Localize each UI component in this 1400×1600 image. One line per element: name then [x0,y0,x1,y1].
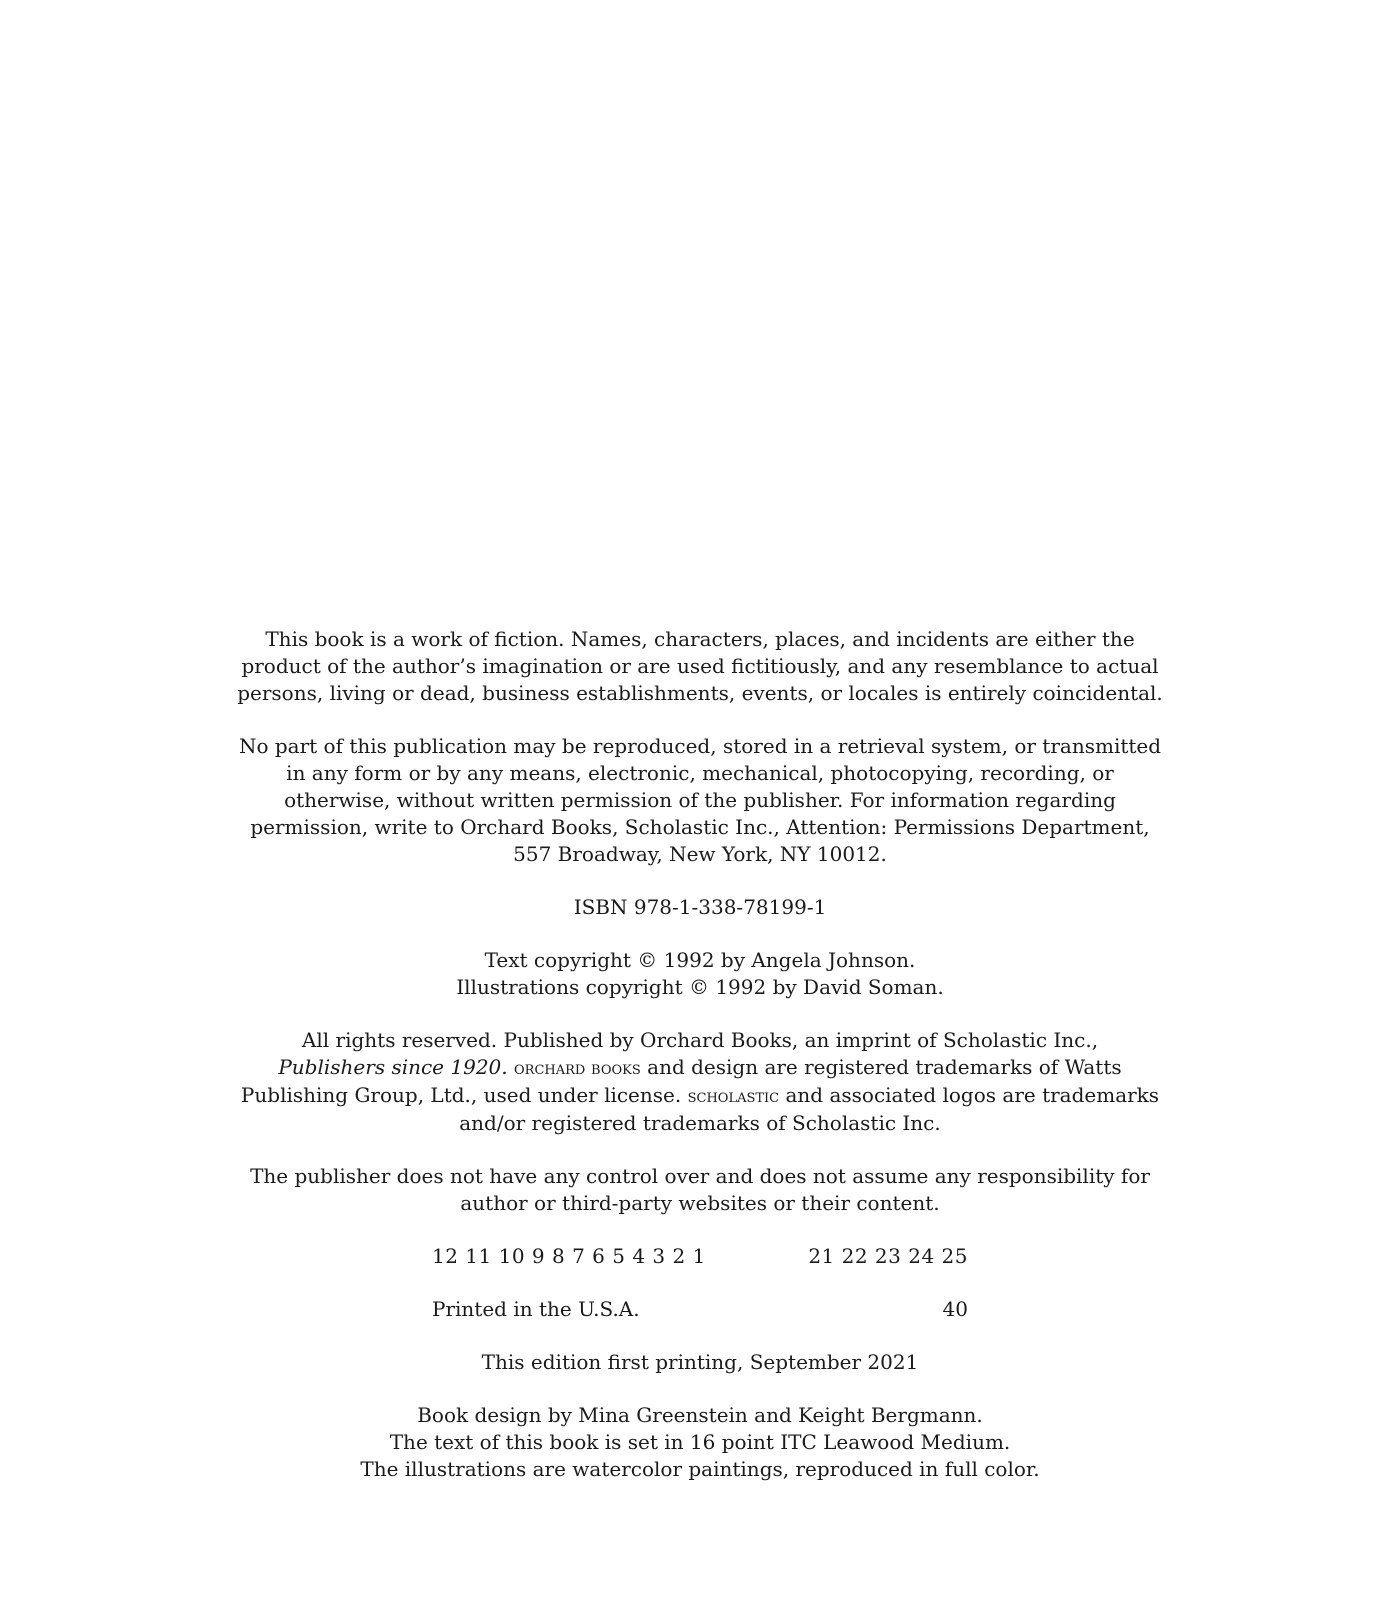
design-credit-line: The illustrations are watercolor paintings, reproduced in full color. [360,1457,1040,1481]
reproduction-notice-line: in any form or by any means, electronic, mechanical, photocopying, recording, or [286,761,1114,785]
rights-line: and/or registered trademarks of Scholastic Inc. [459,1111,941,1135]
rights-line [0,1054,1400,1082]
copyright-page [0,626,1400,1509]
rights-line-text: Publishing Group, Ltd., used under license. [240,1083,682,1107]
isbn-block [0,894,1400,921]
text-copyright: Text copyright © 1992 by Angela Johnson. [484,948,916,972]
printing-number-line [432,1243,968,1270]
fiction-notice-line: This book is a work of fiction. Names, characters, places, and incidents are either the [265,627,1135,651]
reproduction-notice-line: No part of this publication may be reproduced, stored in a retrieval system, or transmitted [238,734,1162,758]
reproduction-notice-line: otherwise, without written permission of the publisher. For information regarding [284,788,1116,812]
first-printing: This edition first printing, September 2021 [481,1350,919,1374]
printed-in-line [432,1296,968,1323]
rights-line-text: and design are registered trademarks of Watts [647,1055,1122,1079]
rights-notice [0,1027,1400,1137]
design-credit-line: Book design by Mina Greenstein and Keight Bergmann. [417,1403,983,1427]
copyright-notices [0,947,1400,1001]
fiction-notice [0,626,1400,707]
reproduction-notice-line: permission, write to Orchard Books, Scholastic Inc., Attention: Permissions Department, [250,815,1150,839]
rights-line: All rights reserved. Published by Orchard Books, an imprint of Scholastic Inc., [301,1028,1099,1052]
year-line: 21 22 23 24 25 [808,1244,968,1268]
rights-line [0,1082,1400,1110]
publisher-disclaimer [0,1163,1400,1217]
reproduction-notice-line: 557 Broadway, New York, NY 10012. [513,842,887,866]
publisher-since: Publishers since 1920. [278,1055,508,1079]
isbn: ISBN 978-1-338-78199-1 [573,895,827,919]
scholastic-trademark: scholastic [687,1086,780,1107]
print-line: 12 11 10 9 8 7 6 5 4 3 2 1 [432,1244,706,1268]
rights-line-text: and associated logos are trademarks [785,1083,1160,1107]
disclaimer-line: author or third-party websites or their content. [460,1191,940,1215]
printer-code: 40 [942,1297,968,1321]
disclaimer-line: The publisher does not have any control over and does not assume any responsibility for [250,1164,1150,1188]
reproduction-notice [0,733,1400,868]
first-printing-block [0,1349,1400,1376]
printed-in: Printed in the U.S.A. [432,1297,640,1321]
illustrations-copyright: Illustrations copyright © 1992 by David Soman. [456,975,944,999]
fiction-notice-line: persons, living or dead, business establishments, events, or locales is entirely coincidental. [237,681,1163,705]
design-credit-line: The text of this book is set in 16 point ITC Leawood Medium. [389,1430,1011,1454]
fiction-notice-line: product of the author’s imagination or are used fictitiously, and any resemblance to actual [241,654,1159,678]
design-credits [0,1402,1400,1483]
orchard-books-trademark: orchard books [514,1058,641,1079]
